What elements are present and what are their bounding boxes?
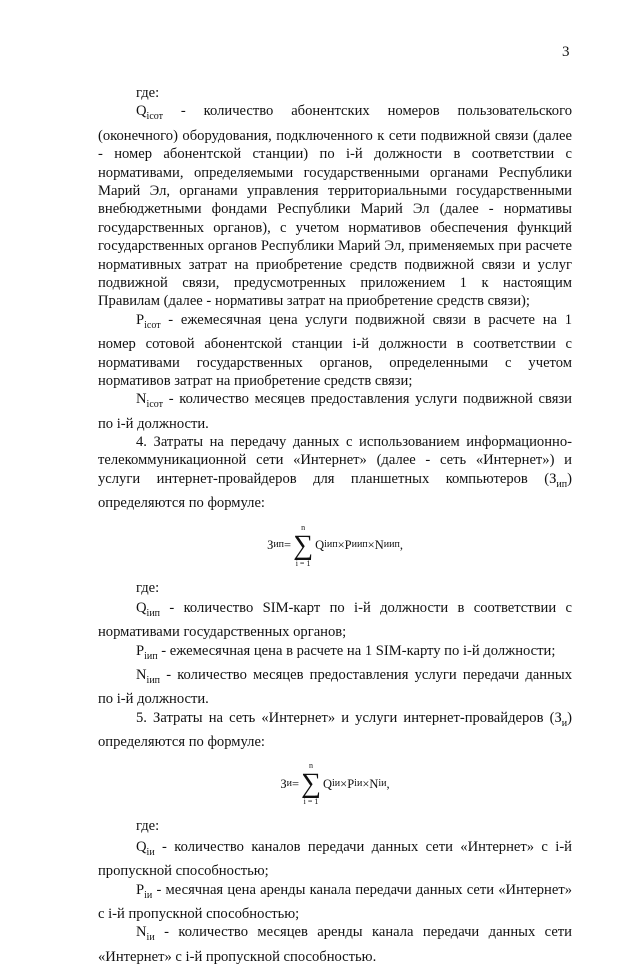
definition-n-ii: $N_{iи}$ - количество месяцев аренды канала передачи данных сети «Интернет» с i-й пропускной способностью. (98, 924, 572, 965)
paragraph-item-4: 4. Затраты на передачу данных с использованием информационно-телекоммуникационной сети «Интернет» (далее - сеть «Интернет») и услуги интернет-провайдеров для планшетных компьютеров $(З_{ип})$ определяются по формуле: (98, 434, 572, 512)
paragraph-item-5: 5. Затраты на сеть «Интернет» и услуги интернет-провайдеров $(З_и)$ определяются по формуле: (98, 709, 572, 751)
sum-symbol: n ∑ i = 1 (301, 761, 321, 807)
definition-n-iip: $N_{iип}$ - количество месяцев предоставления услуги передачи данных по i-й должности. (98, 667, 572, 708)
definition-q-ii: $Q_{iи}$ - количество каналов передачи данных сети «Интернет» с i-й пропускной способностью; (98, 838, 572, 880)
formula-internet-tablets: З ип = n ∑ i = 1 Q iип × P иип × N иип , (267, 522, 403, 568)
definition-p-iip: $P_{iип}$ - ежемесячная цена в расчете на 1 SIM-карту по i-й должности; (136, 642, 556, 662)
where-label: где: (136, 85, 160, 101)
where-label: где: (136, 579, 160, 596)
formula-internet: З и = n ∑ i = 1 Q iи × P iи × N iи , (280, 761, 390, 807)
where-label: где: (136, 818, 160, 835)
page-number: 3 (562, 44, 570, 60)
definition-q-iip: $Q_{iип}$ - количество SIM-карт по i-й должности в соответствии с нормативами государственных органов; (98, 599, 572, 641)
definition-n-isot: $N_{iсот}$ - количество месяцев предоставления услуги подвижной связи по i-й должности. (98, 391, 572, 432)
definition-p-ii: $P_{iи}$ - месячная цена аренды канала передачи данных сети «Интернет» с i-й пропускной способностью; (98, 881, 572, 922)
document-body (98, 84, 572, 966)
sum-symbol: n ∑ i = 1 (293, 522, 314, 568)
definition-p-isot: $P_{iсот}$ - ежемесячная цена услуги подвижной связи в расчете на 1 номер сотовой абонентской станции i-й должности в соответствии с нормативами государственных органов, определенными с учетом нормативов затрат на приобретение средств связи; (98, 311, 572, 389)
definition-q-isot: $Q_{iсот}$ - количество абонентских номеров пользовательского (оконечного) оборудования, подключенного к сети подвижной связи (далее - номер абонентской станции) по i-й должности в соответствии с нормативами, определяемыми государственными органами Республики Марий Эл, органами управления территориальными государственными внебюджетными фондами Республики Марий Эл (далее - нормативы государственных органов), с учетом нормативов обеспечения функций государственных органов Республики Марий Эл, применяемых при расчете нормативных затрат на приобретение средств подвижной связи и услуг подвижной связи, предусмотренных приложением 1 к настоящим Правилам (далее - нормативы затрат на приобретение средств связи); (98, 103, 572, 310)
